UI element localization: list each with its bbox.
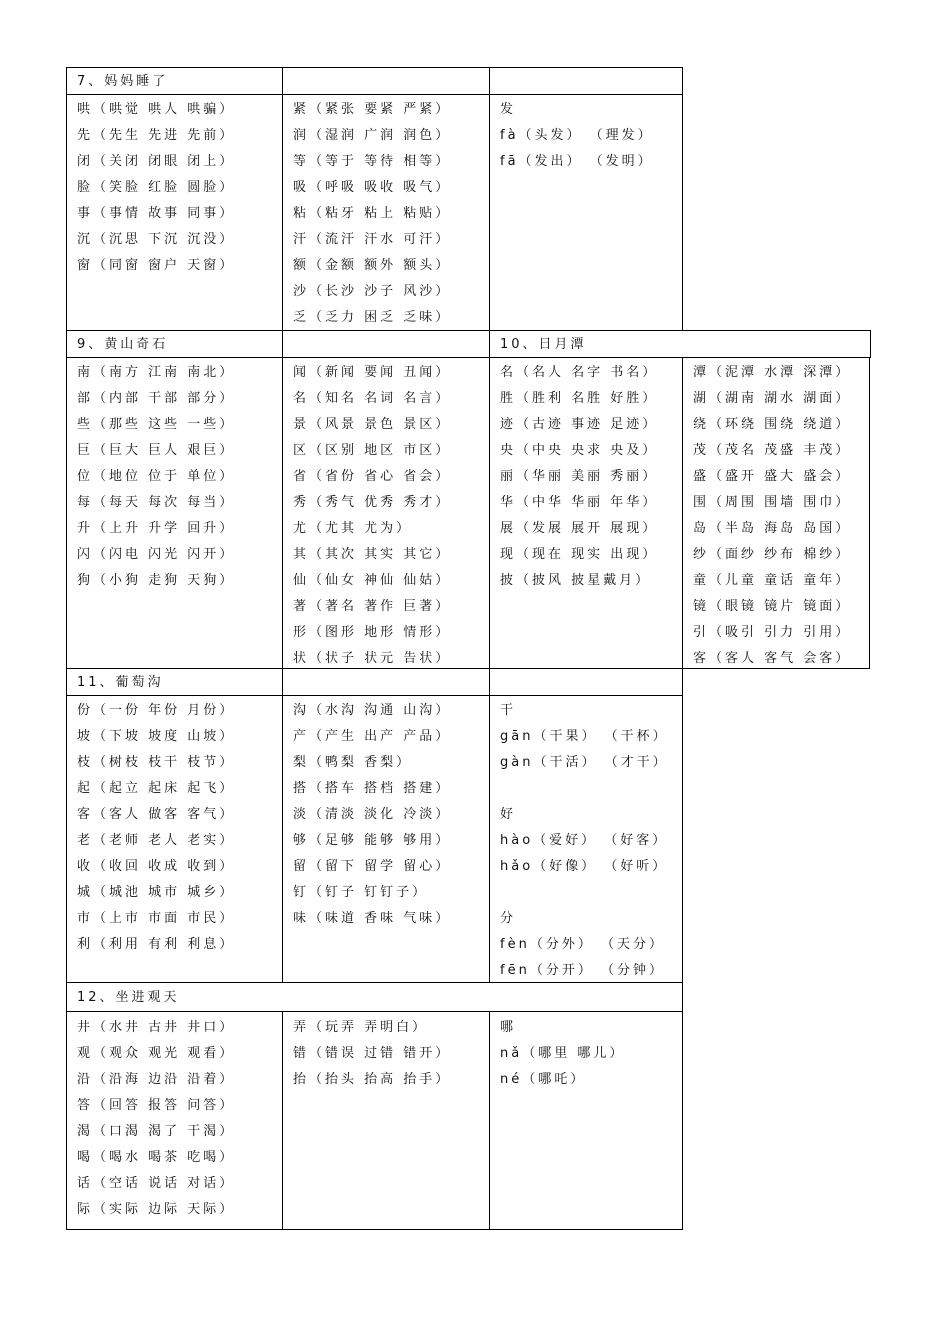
lesson7-header-row [67, 68, 683, 95]
vocab-entry: 老（老师 老人 老实） [77, 833, 236, 848]
polyphone-entry: 好 [500, 807, 517, 822]
lesson12-title: 12、坐进观天 [66, 982, 683, 1012]
vocab-entry: 名（名人 名字 书名） [500, 365, 659, 380]
vocab-entry: 迹（古迹 事迹 足迹） [500, 417, 659, 432]
vocab-entry: 潭（泥潭 水潭 深潭） [693, 365, 852, 380]
empty-header-cell [282, 330, 490, 358]
vocab-entry: 先（先生 先进 先前） [77, 128, 236, 143]
vocab-entry: 事（事情 故事 同事） [77, 206, 236, 221]
vocab-entry: 绕（环绕 围绕 绕道） [693, 417, 852, 432]
lesson11-header-row [67, 669, 683, 696]
vocab-entry: 童（儿童 童话 童年） [693, 573, 852, 588]
vocab-entry: 茂（茂名 茂盛 丰茂） [693, 443, 852, 458]
vocab-entry: 观（观众 观光 观看） [77, 1046, 236, 1061]
polyphone-entry [500, 880, 682, 906]
vocab-entry: 话（空话 说话 对话） [77, 1176, 236, 1191]
vocab-entry: 位（地位 位于 单位） [77, 469, 236, 484]
empty-header-cell [489, 67, 683, 95]
lesson7-col3 [489, 94, 683, 331]
vocab-entry: 披（披风 披星戴月） [500, 573, 652, 588]
vocab-entry: 井（水井 古井 井口） [77, 1020, 236, 1035]
vocab-entry: 答（回答 报答 问答） [77, 1098, 236, 1113]
vocab-entry: 升（上升 升学 回升） [77, 521, 236, 536]
polyphone-entry: fā（发出） （发明） [500, 154, 654, 169]
polyphone-entry: 哪 [500, 1020, 517, 1035]
vocab-entry: 粘（粘牙 粘上 粘贴） [293, 206, 452, 221]
vocab-entry: 沉（沉思 下沉 沉没） [77, 232, 236, 247]
vocab-entry: 搭（搭车 搭档 搭建） [293, 781, 452, 796]
vocab-entry: 收（收回 收成 收到） [77, 859, 236, 874]
vocab-entry: 闪（闪电 闪光 闪开） [77, 547, 236, 562]
vocab-entry: 仙（仙女 神仙 仙姑） [293, 573, 452, 588]
vocab-entry: 华（中华 华丽 年华） [500, 495, 659, 510]
vocab-entry: 状（状子 状元 告状） [293, 651, 452, 666]
vocab-entry: 客（客人 客气 会客） [693, 651, 852, 666]
vocab-entry: 沿（沿海 边沿 沿着） [77, 1072, 236, 1087]
lesson12-header-row [67, 983, 683, 1012]
lesson9-body-row [67, 358, 870, 669]
vocab-entry: 枝（树枝 枝干 枝节） [77, 755, 236, 770]
lesson7-title: 7、妈妈睡了 [66, 67, 283, 95]
vocab-entry: 弄（玩弄 弄明白） [293, 1020, 429, 1035]
polyphone-entry: hǎo（好像） （好听） [500, 859, 669, 874]
polyphone-entry: 分 [500, 911, 517, 926]
lesson10-col1 [489, 357, 683, 669]
vocab-entry: 景（风景 景色 景区） [293, 417, 452, 432]
vocab-entry: 闭（关闭 闭眼 闭上） [77, 154, 236, 169]
vocab-entry: 够（足够 能够 够用） [293, 833, 452, 848]
vocab-entry: 形（图形 地形 情形） [293, 625, 452, 640]
lesson11-title: 11、葡萄沟 [66, 668, 283, 696]
vocab-entry: 部（内部 干部 部分） [77, 391, 236, 406]
vocab-entry: 尤（尤其 尤为） [293, 521, 413, 536]
polyphone-entry: gàn（干活） （才干） [500, 755, 669, 770]
lesson12-body-row [67, 1012, 683, 1230]
lesson10-title: 10、日月潭 [489, 330, 871, 358]
lesson11-col2 [282, 695, 490, 983]
lesson11-body-row [67, 696, 683, 983]
lesson9-col2 [282, 357, 490, 669]
vocab-entry: 汗（流汗 汗水 可汗） [293, 232, 452, 247]
lesson10-col2 [682, 357, 870, 669]
lesson7-body-row [67, 95, 683, 331]
vocab-entry: 坡（下坡 坡度 山坡） [77, 729, 236, 744]
vocab-entry: 围（周围 围墙 围巾） [693, 495, 852, 510]
vocab-entry: 份（一份 年份 月份） [77, 703, 236, 718]
vocab-entry: 名（知名 名词 名言） [293, 391, 452, 406]
polyphone-entry: fèn（分外） （天分） [500, 937, 665, 952]
empty-header-cell [282, 668, 490, 696]
vocab-entry: 省（省份 省心 省会） [293, 469, 452, 484]
lesson12-col3 [489, 1011, 683, 1230]
vocab-entry: 些（那些 这些 一些） [77, 417, 236, 432]
vocab-entry: 际（实际 边际 天际） [77, 1202, 236, 1217]
vocab-entry: 著（著名 著作 巨著） [293, 599, 452, 614]
lesson7-col1 [66, 94, 283, 331]
vocab-entry: 味（味道 香味 气味） [293, 911, 452, 926]
vocab-entry: 哄（哄觉 哄人 哄骗） [77, 102, 236, 117]
vocab-entry: 岛（半岛 海岛 岛国） [693, 521, 852, 536]
vocab-entry: 产（产生 出产 产品） [293, 729, 452, 744]
vocab-entry: 现（现在 现实 出现） [500, 547, 659, 562]
polyphone-entry: gān（干果） （干杯） [500, 729, 669, 744]
lesson11-col3 [489, 695, 683, 983]
vocab-entry: 利（利用 有利 利息） [77, 937, 236, 952]
lesson9-header-row [67, 331, 871, 358]
vocab-entry: 央（中央 央求 央及） [500, 443, 659, 458]
lesson12-col2 [282, 1011, 490, 1230]
vocab-entry: 等（等于 等待 相等） [293, 154, 452, 169]
polyphone-entry: 发 [500, 102, 517, 117]
vocab-entry: 错（错误 过错 错开） [293, 1046, 452, 1061]
vocab-entry: 吸（呼吸 吸收 吸气） [293, 180, 452, 195]
vocab-entry: 每（每天 每次 每当） [77, 495, 236, 510]
polyphone-entry: hào（爱好） （好客） [500, 833, 669, 848]
lesson9-col1 [66, 357, 283, 669]
vocab-entry: 胜（胜利 名胜 好胜） [500, 391, 659, 406]
polyphone-entry [500, 776, 682, 802]
vocab-entry: 其（其次 其实 其它） [293, 547, 452, 562]
vocab-entry: 沙（长沙 沙子 风沙） [293, 284, 452, 299]
vocab-entry: 纱（面纱 纱布 棉纱） [693, 547, 852, 562]
empty-header-cell [489, 668, 683, 696]
lesson12-col1 [66, 1011, 283, 1230]
vocab-entry: 引（吸引 引力 引用） [693, 625, 852, 640]
vocab-entry: 展（发展 展开 展现） [500, 521, 659, 536]
vocab-entry: 盛（盛开 盛大 盛会） [693, 469, 852, 484]
vocab-entry: 淡（清淡 淡化 冷淡） [293, 807, 452, 822]
vocab-entry: 渴（口渴 渴了 干渴） [77, 1124, 236, 1139]
vocab-entry: 喝（喝水 喝茶 吃喝） [77, 1150, 236, 1165]
vocab-entry: 丽（华丽 美丽 秀丽） [500, 469, 659, 484]
empty-header-cell [282, 67, 490, 95]
vocab-entry: 脸（笑脸 红脸 圆脸） [77, 180, 236, 195]
vocab-entry: 巨（巨大 巨人 艰巨） [77, 443, 236, 458]
vocab-entry: 钉（钉子 钉钉子） [293, 885, 429, 900]
vocab-entry: 润（湿润 广润 润色） [293, 128, 452, 143]
vocab-entry: 狗（小狗 走狗 天狗） [77, 573, 236, 588]
vocab-entry: 区（区别 地区 市区） [293, 443, 452, 458]
polyphone-entry: 干 [500, 703, 517, 718]
vocab-entry: 秀（秀气 优秀 秀才） [293, 495, 452, 510]
vocab-entry: 窗（同窗 窗户 天窗） [77, 258, 236, 273]
lesson11-col1 [66, 695, 283, 983]
vocab-entry: 沟（水沟 沟通 山沟） [293, 703, 452, 718]
vocab-entry: 城（城池 城市 城乡） [77, 885, 236, 900]
vocab-entry: 湖（湖南 湖水 湖面） [693, 391, 852, 406]
vocab-entry: 客（客人 做客 客气） [77, 807, 236, 822]
vocab-entry: 乏（乏力 困乏 乏味） [293, 310, 452, 325]
vocab-entry: 额（金额 额外 额头） [293, 258, 452, 273]
vocab-entry: 起（起立 起床 起飞） [77, 781, 236, 796]
vocab-entry: 闻（新闻 要闻 丑闻） [293, 365, 452, 380]
lesson7-col2 [282, 94, 490, 331]
polyphone-entry: fà（头发） （理发） [500, 128, 654, 143]
polyphone-entry: né（哪吒） [500, 1072, 587, 1087]
vocab-entry: 镜（眼镜 镜片 镜面） [693, 599, 852, 614]
vocab-entry: 梨（鸭梨 香梨） [293, 755, 413, 770]
vocab-entry: 留（留下 留学 留心） [293, 859, 452, 874]
vocab-entry: 紧（紧张 要紧 严紧） [293, 102, 452, 117]
vocab-entry: 市（上市 市面 市民） [77, 911, 236, 926]
polyphone-entry: fēn（分开） （分钟） [500, 963, 665, 978]
vocab-entry: 抬（抬头 抬高 抬手） [293, 1072, 452, 1087]
lesson9-title: 9、黄山奇石 [66, 330, 283, 358]
polyphone-entry: nǎ（哪里 哪儿） [500, 1046, 626, 1061]
vocab-entry: 南（南方 江南 南北） [77, 365, 236, 380]
